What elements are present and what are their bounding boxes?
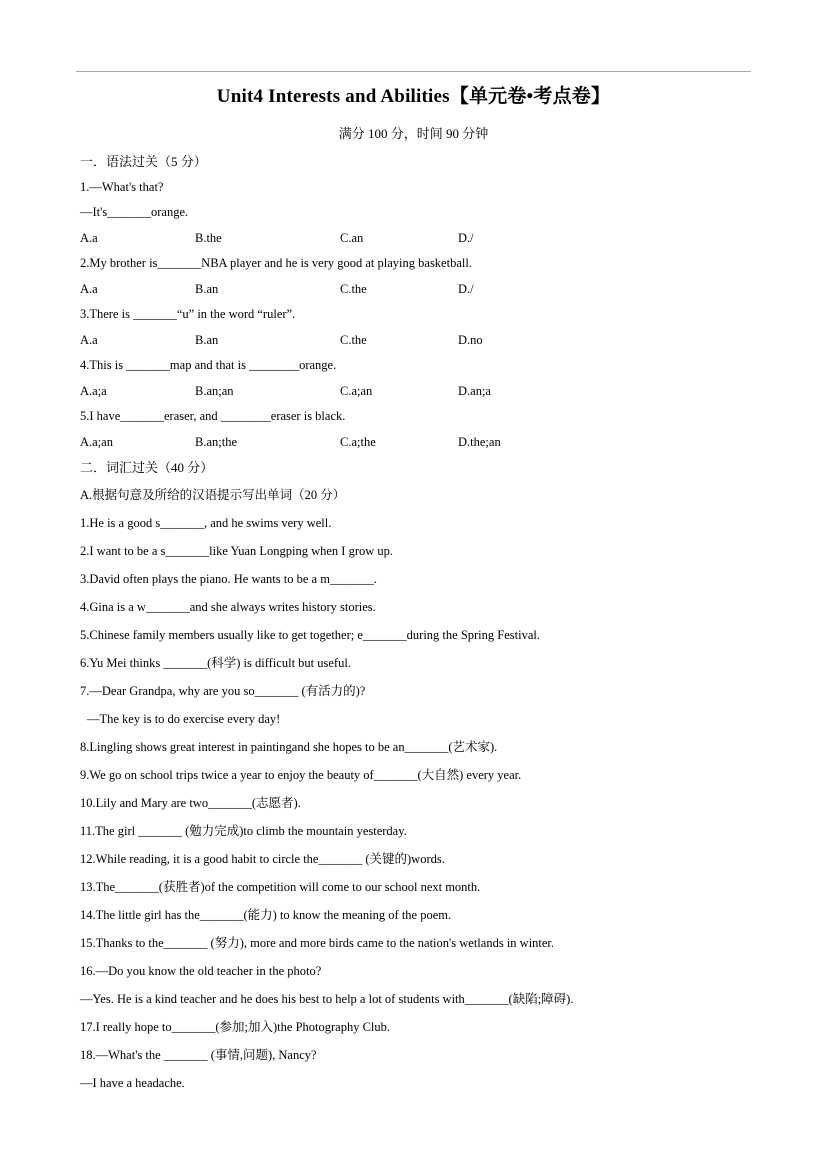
grammar-question-1 (80, 181, 757, 246)
option-a: A.a (80, 230, 98, 245)
vocab-item-reply: —I have a headache. (80, 1076, 185, 1090)
grammar-question-4 (80, 359, 757, 398)
option-c: C.the (340, 332, 367, 347)
option-a: A.a (80, 281, 98, 296)
vocab-item: 16.—Do you know the old teacher in the photo? (80, 964, 322, 978)
vocab-item-reply: —The key is to do exercise every day! (87, 712, 281, 726)
vocab-item: 13.The_______(获胜者)of the competition will come to our school next month. (80, 880, 481, 894)
vocab-item: 7.—Dear Grandpa, why are you so_______ (有活力的)? (80, 684, 366, 698)
options-row (80, 232, 757, 246)
option-c: C.a;an (340, 383, 373, 398)
vocab-item: 3.David often plays the piano. He wants to be a m_______. (80, 572, 377, 586)
option-b: B.the (195, 230, 222, 245)
exam-body (80, 155, 757, 1091)
option-b: B.an;an (195, 383, 234, 398)
options-row (80, 436, 757, 450)
question-line: 5.I have_______eraser, and ________eraser is black. (80, 409, 346, 423)
vocab-item: 18.—What's the _______ (事情,问题), Nancy? (80, 1048, 317, 1062)
grammar-question-3 (80, 308, 757, 347)
exam-subtitle: 满分 100 分，时间 90 分钟 (338, 126, 489, 141)
vocab-item: 4.Gina is a w_______and she always writes history stories. (80, 600, 376, 614)
question-line: 3.There is _______“u” in the word “ruler”. (80, 307, 296, 321)
vocab-section-heading: 二．词汇过关（40 分） (80, 460, 214, 475)
vocab-item: 12.While reading, it is a good habit to circle the_______ (关键的)words. (80, 852, 445, 866)
option-c: C.an (340, 230, 364, 245)
question-line: —It's_______orange. (80, 205, 189, 219)
grammar-question-5 (80, 410, 757, 449)
option-a: A.a (80, 332, 98, 347)
vocab-item: 9.We go on school trips twice a year to enjoy the beauty of_______(大自然) every year. (80, 768, 522, 782)
options-row (80, 283, 757, 297)
option-b: B.an (195, 281, 219, 296)
vocab-item: 6.Yu Mei thinks _______(科学) is difficult but useful. (80, 656, 351, 670)
top-divider (76, 71, 751, 72)
option-c: C.the (340, 281, 367, 296)
options-row (80, 334, 757, 348)
question-line: 4.This is _______map and that is ________orange. (80, 358, 337, 372)
vocab-item-reply: —Yes. He is a kind teacher and he does his best to help a lot of students with_______(缺陷;障碍). (80, 992, 574, 1006)
question-line: 2.My brother is_______NBA player and he is very good at playing basketball. (80, 256, 472, 270)
option-a: A.a;a (80, 383, 107, 398)
vocab-item: 2.I want to be a s_______like Yuan Longping when I grow up. (80, 544, 394, 558)
vocab-item: 14.The little girl has the_______(能力) to know the meaning of the poem. (80, 908, 452, 922)
vocab-item: 15.Thanks to the_______ (努力), more and more birds came to the nation's wetlands in winter. (80, 936, 555, 950)
option-b: B.an (195, 332, 219, 347)
option-b: B.an;the (195, 434, 238, 449)
vocab-item: 17.I really hope to_______(参加;加入)the Photography Club. (80, 1020, 391, 1034)
option-a: A.a;an (80, 434, 113, 449)
option-d: D./ (458, 281, 474, 296)
question-line: 1.—What's that? (80, 179, 164, 194)
vocab-section-subheading: A.根据句意及所给的汉语提示写出单词（20 分） (80, 488, 346, 502)
option-d: D./ (458, 230, 474, 245)
vocab-item: 10.Lily and Mary are two_______(志愿者). (80, 796, 301, 810)
vocab-item: 1.He is a good s_______, and he swims very well. (80, 516, 332, 530)
option-c: C.a;the (340, 434, 376, 449)
grammar-section-heading: 一．语法过关（5 分） (80, 154, 207, 169)
option-d: D.no (458, 332, 483, 347)
option-d: D.an;a (458, 383, 491, 398)
vocab-item: 11.The girl _______ (勉力完成)to climb the mountain yesterday. (80, 824, 407, 838)
grammar-question-2 (80, 257, 757, 296)
option-d: D.the;an (458, 434, 501, 449)
options-row (80, 385, 757, 399)
vocab-item: 5.Chinese family members usually like to get together; e_______during the Spring Festival. (80, 628, 540, 642)
exam-title: Unit4 Interests and Abilities【单元卷•考点卷】 (216, 86, 611, 107)
vocab-item: 8.Lingling shows great interest in paintingand she hopes to be an_______(艺术家). (80, 740, 498, 754)
vocab-section (80, 461, 757, 1091)
